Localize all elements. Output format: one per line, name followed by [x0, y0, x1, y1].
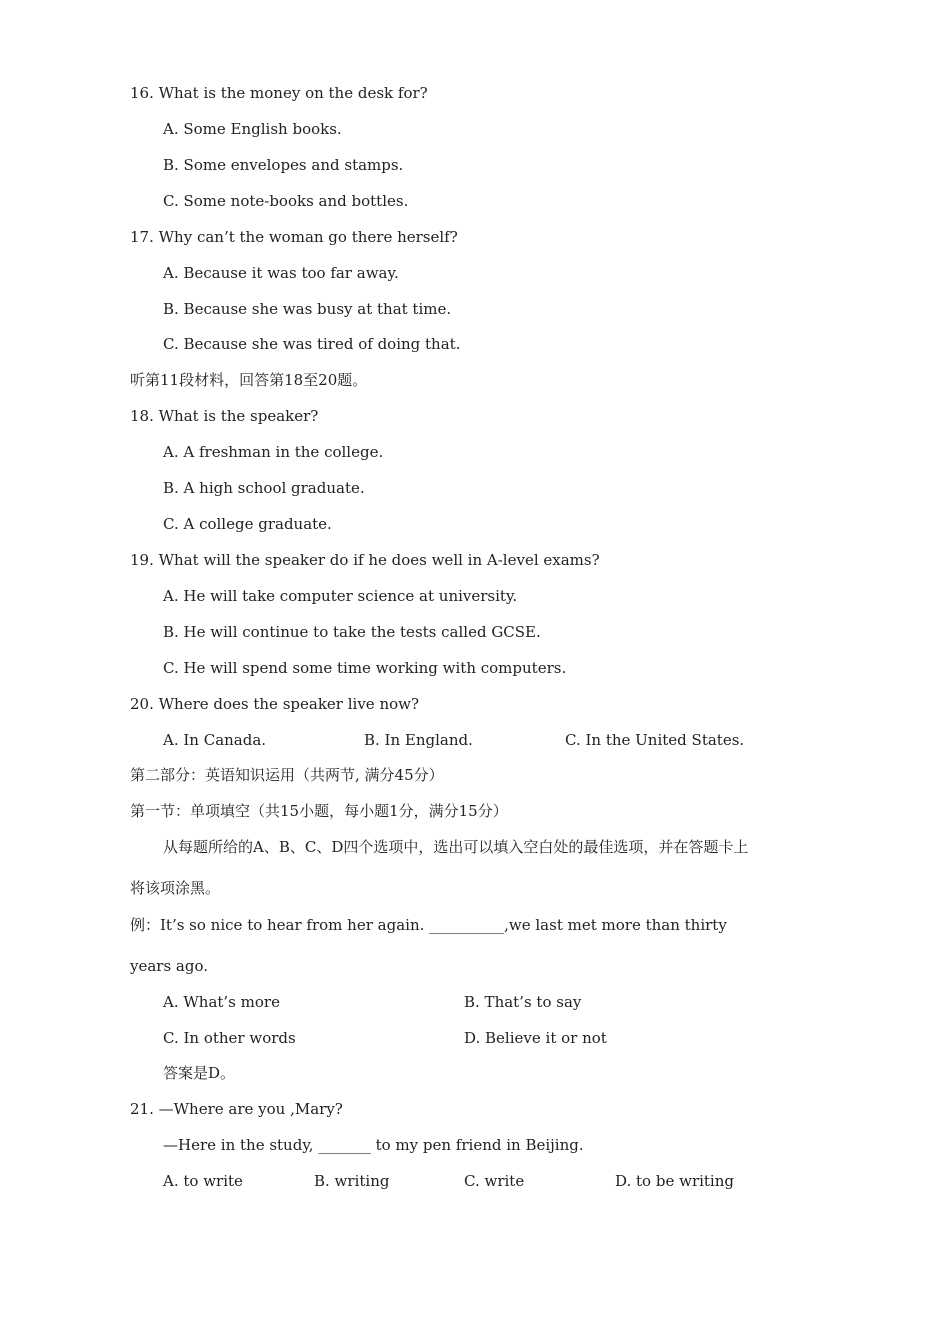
q16-option-c: C. Some note-books and bottles.	[163, 192, 409, 210]
q18-option-a: A. A freshman in the college.	[163, 443, 384, 461]
q20-option-c: C. In the United States.	[565, 731, 745, 749]
part-two-heading: 第二部分：英语知识运用（共两节, 满分45分）	[130, 766, 444, 784]
question-17: 17. Why can’t the woman go there herself?	[130, 228, 458, 246]
q16-option-b: B. Some envelopes and stamps.	[163, 156, 404, 174]
example-option-c: C. In other words	[163, 1029, 296, 1047]
listening-instruction: 听第11段材料，回答第18至20题。	[130, 371, 368, 389]
q17-option-b: B. Because she was busy at that time.	[163, 300, 452, 318]
q19-option-b: B. He will continue to take the tests called GCSE.	[163, 623, 541, 641]
example-sentence: 例：It’s so nice to hear from her again. __________,we last met more than thirty	[130, 916, 727, 934]
example-option-a: A. What’s more	[163, 993, 280, 1011]
q19-option-c: C. He will spend some time working with computers.	[163, 659, 567, 677]
example-answer: 答案是D。	[163, 1064, 236, 1082]
q20-option-a: A. In Canada.	[163, 731, 267, 749]
q21-option-b: B. writing	[314, 1172, 390, 1190]
question-19: 19. What will the speaker do if he does well in A-level exams?	[130, 551, 600, 569]
instructions-line-1: 从每题所给的A、B、C、D四个选项中，选出可以填入空白处的最佳选项，并在答题卡上	[163, 838, 749, 856]
q21-option-d: D. to be writing	[615, 1172, 734, 1190]
instructions-line-2: 将该项涂黑。	[130, 879, 221, 897]
example-sentence-cont: years ago.	[130, 957, 209, 975]
question-21: 21. —Where are you ,Mary?	[130, 1100, 343, 1118]
q18-option-b: B. A high school graduate.	[163, 479, 365, 497]
question-20: 20. Where does the speaker live now?	[130, 695, 420, 713]
section-one-heading: 第一节：单项填空（共15小题，每小题1分，满分15分）	[130, 802, 508, 820]
example-option-d: D. Believe it or not	[464, 1029, 607, 1047]
q17-option-c: C. Because she was tired of doing that.	[163, 335, 461, 353]
q21-option-c: C. write	[464, 1172, 525, 1190]
question-16: 16. What is the money on the desk for?	[130, 84, 428, 102]
q20-option-b: B. In England.	[364, 731, 473, 749]
q18-option-c: C. A college graduate.	[163, 515, 332, 533]
q21-option-a: A. to write	[163, 1172, 243, 1190]
example-option-b: B. That’s to say	[464, 993, 582, 1011]
q17-option-a: A. Because it was too far away.	[163, 264, 399, 282]
question-18: 18. What is the speaker?	[130, 407, 319, 425]
question-21-reply: —Here in the study, _______ to my pen friend in Beijing.	[163, 1136, 584, 1154]
q19-option-a: A. He will take computer science at university.	[163, 587, 518, 605]
q16-option-a: A. Some English books.	[163, 120, 342, 138]
